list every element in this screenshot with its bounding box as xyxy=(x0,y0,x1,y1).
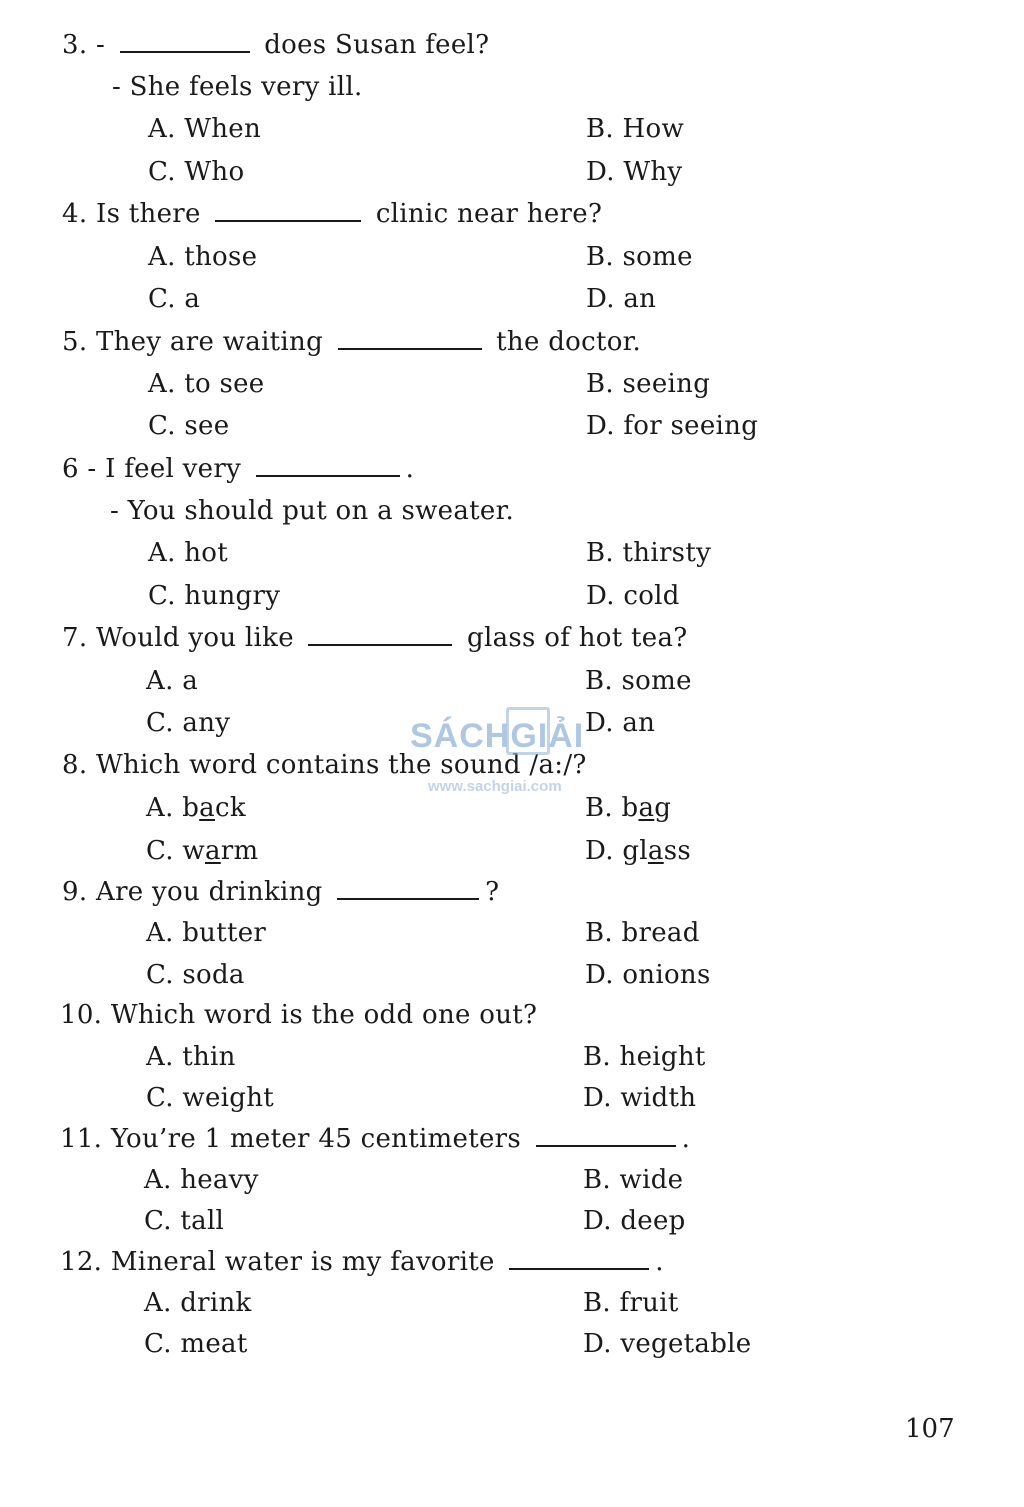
option-a: A. thin xyxy=(146,1042,236,1072)
question-4: 4. Is there clinic near here? xyxy=(62,199,603,229)
watermark-book-icon xyxy=(506,707,550,755)
answer-blank xyxy=(338,328,482,350)
option-d: D. an xyxy=(586,284,657,314)
option-a: A. to see xyxy=(148,369,265,399)
option-a: A. When xyxy=(148,114,262,144)
answer-blank xyxy=(337,878,479,900)
answer-blank xyxy=(509,1248,649,1270)
option-c: C. meat xyxy=(144,1329,248,1359)
answer-blank xyxy=(215,200,361,222)
question-11: 11. You’re 1 meter 45 centimeters . xyxy=(60,1124,691,1154)
question-3-reply: - She feels very ill. xyxy=(112,72,363,102)
question-8: 8. Which word contains the sound /a:/? xyxy=(62,750,587,780)
option-b: B. bread xyxy=(585,918,700,948)
question-7: 7. Would you like glass of hot tea? xyxy=(62,623,688,653)
option-d: D. Why xyxy=(586,157,683,187)
question-6: 6 - I feel very . xyxy=(62,454,415,484)
option-c: C. see xyxy=(148,411,230,441)
option-d: D. for seeing xyxy=(586,411,759,441)
option-b: B. fruit xyxy=(583,1288,679,1318)
option-a: A. back xyxy=(146,793,246,823)
option-a: A. heavy xyxy=(144,1165,259,1195)
option-d: D. onions xyxy=(585,960,711,990)
option-c: C. warm xyxy=(146,836,259,866)
question-9: 9. Are you drinking ? xyxy=(62,877,500,907)
option-b: B. thirsty xyxy=(586,538,712,568)
option-d: D. vegetable xyxy=(583,1329,752,1359)
option-b: B. height xyxy=(583,1042,706,1072)
option-b: B. How xyxy=(586,114,685,144)
option-c: C. any xyxy=(146,708,231,738)
option-b: B. wide xyxy=(583,1165,684,1195)
option-b: B. bag xyxy=(585,793,672,823)
watermark-logo-text: SÁCHGIẢI xyxy=(410,717,585,755)
option-c: C. hungry xyxy=(148,581,281,611)
option-d: D. cold xyxy=(586,581,680,611)
option-c: C. weight xyxy=(146,1083,274,1113)
option-a: A. a xyxy=(146,666,199,696)
option-c: C. soda xyxy=(146,960,245,990)
question-12: 12. Mineral water is my favorite . xyxy=(60,1247,664,1277)
option-c: C. tall xyxy=(144,1206,225,1236)
question-10: 10. Which word is the odd one out? xyxy=(60,1000,538,1030)
option-a: A. drink xyxy=(144,1288,252,1318)
option-c: C. a xyxy=(148,284,201,314)
option-a: A. butter xyxy=(146,918,267,948)
option-a: A. those xyxy=(148,242,258,272)
option-b: B. some xyxy=(586,242,693,272)
watermark-url: www.sachgiai.com xyxy=(428,778,562,795)
question-6-reply: - You should put on a sweater. xyxy=(110,496,515,526)
answer-blank xyxy=(308,624,452,646)
option-d: D. width xyxy=(583,1083,697,1113)
option-d: D. deep xyxy=(583,1206,686,1236)
question-3: 3. - does Susan feel? xyxy=(62,30,490,60)
question-5: 5. They are waiting the doctor. xyxy=(62,327,642,357)
option-d: D. an xyxy=(585,708,656,738)
page-number: 107 xyxy=(905,1414,955,1444)
answer-blank xyxy=(256,455,400,477)
option-b: B. seeing xyxy=(586,369,711,399)
option-a: A. hot xyxy=(148,538,228,568)
answer-blank xyxy=(536,1125,676,1147)
option-c: C. Who xyxy=(148,157,245,187)
option-b: B. some xyxy=(585,666,692,696)
answer-blank xyxy=(120,31,250,53)
option-d: D. glass xyxy=(585,836,692,866)
